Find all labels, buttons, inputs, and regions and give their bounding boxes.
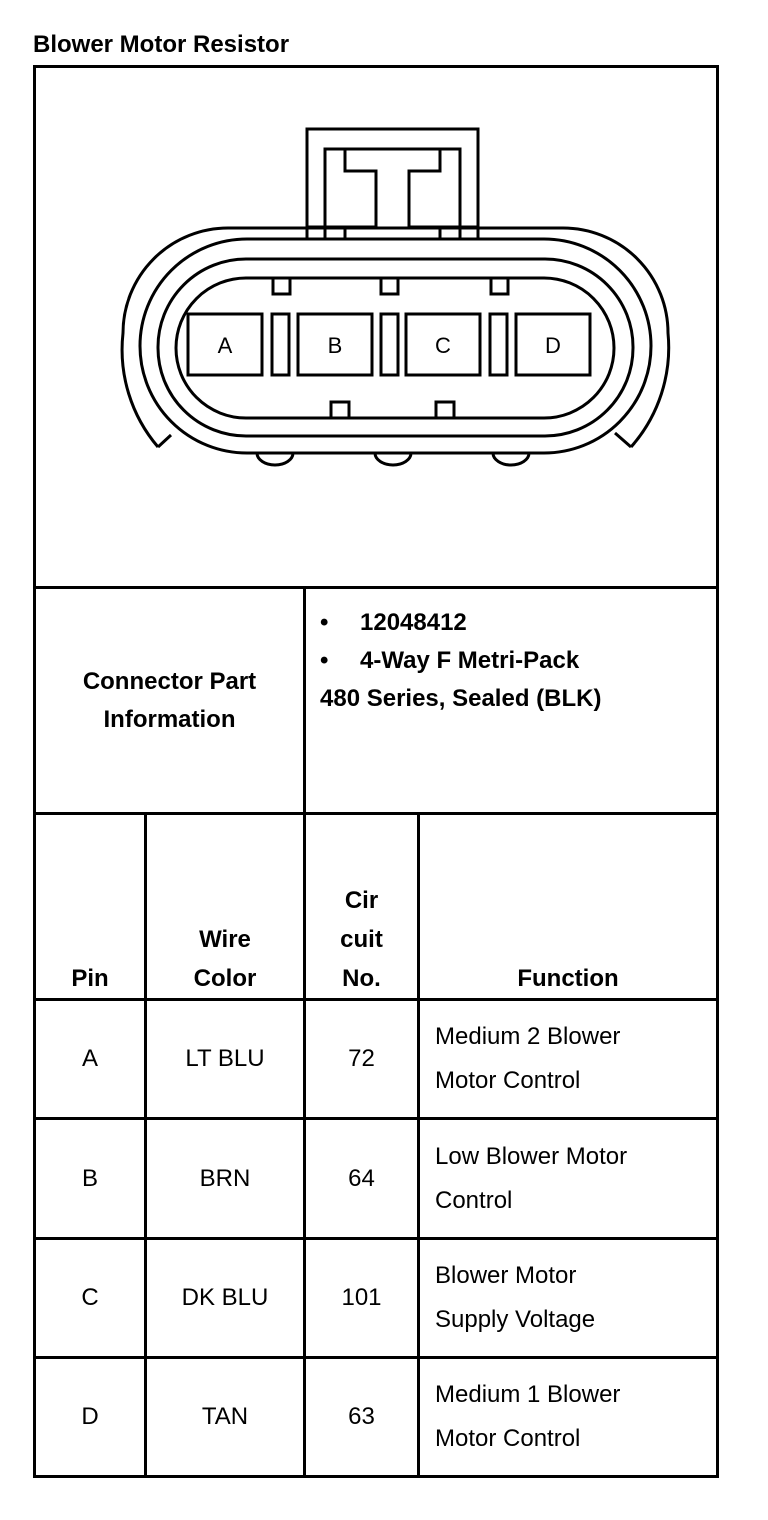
wire-color-cell: LT BLU — [185, 1045, 265, 1072]
header-label: Cir — [344, 887, 379, 914]
column-header-wire-color — [147, 815, 303, 998]
page-title: Blower Motor Resistor — [33, 31, 290, 58]
connector-type-item — [320, 642, 710, 680]
circuit-cell: 63 — [348, 1403, 375, 1430]
pin-cell: B — [81, 1164, 98, 1192]
part-info-label-line2: Information — [103, 705, 236, 733]
wire-color-cell: BRN — [199, 1164, 251, 1192]
pin-cell: D — [81, 1403, 99, 1430]
function-line: Medium 2 Blower — [435, 1023, 621, 1050]
function-cell — [435, 1359, 710, 1475]
connector-type: 4-Way F Metri-Pack — [360, 647, 580, 674]
function-line: Motor Control — [435, 1425, 581, 1452]
function-line: Supply Voltage — [435, 1306, 596, 1333]
header-label: Pin — [71, 965, 109, 992]
part-number-item — [320, 604, 710, 642]
function-line: Low Blower Motor — [435, 1142, 628, 1170]
function-cell — [435, 1001, 710, 1117]
pin-cell: C — [81, 1284, 99, 1311]
cavity-label-d: D — [545, 333, 561, 358]
function-line: Medium 1 Blower — [435, 1381, 621, 1408]
function-cell — [435, 1120, 710, 1237]
circuit-cell: 72 — [348, 1045, 375, 1072]
wire-color-cell: DK BLU — [181, 1284, 269, 1311]
function-line: Control — [435, 1186, 513, 1214]
part-number: 12048412 — [360, 609, 467, 636]
cavity-label-c: C — [435, 333, 451, 358]
bullet-icon: • — [320, 647, 329, 674]
cavity-label-b: B — [327, 333, 343, 358]
header-label: cuit — [340, 926, 383, 953]
divider — [303, 586, 306, 815]
bullet-icon: • — [320, 609, 329, 636]
part-info-value — [320, 604, 710, 718]
function-line: Blower Motor — [435, 1262, 577, 1289]
function-cell — [435, 1240, 710, 1356]
header-label: Function — [517, 965, 619, 992]
connector-table — [33, 65, 719, 1478]
part-info-label-line1: Connector Part — [82, 667, 257, 695]
connector-diagram — [36, 68, 716, 588]
connector-series: 480 Series, Sealed (BLK) — [320, 685, 602, 712]
column-header-function — [420, 815, 716, 998]
cavity-label-a: A — [217, 333, 233, 358]
wire-color-cell: TAN — [201, 1403, 249, 1430]
header-label: Color — [193, 965, 257, 992]
part-info-label — [36, 589, 303, 812]
header-label: Wire — [199, 926, 251, 953]
header-label: No. — [342, 965, 381, 992]
function-line: Motor Control — [435, 1067, 581, 1094]
circuit-cell: 64 — [348, 1164, 375, 1192]
circuit-cell: 101 — [341, 1284, 382, 1311]
pin-cell: A — [81, 1045, 98, 1072]
column-header-pin — [36, 815, 144, 998]
column-header-circuit — [306, 815, 417, 998]
